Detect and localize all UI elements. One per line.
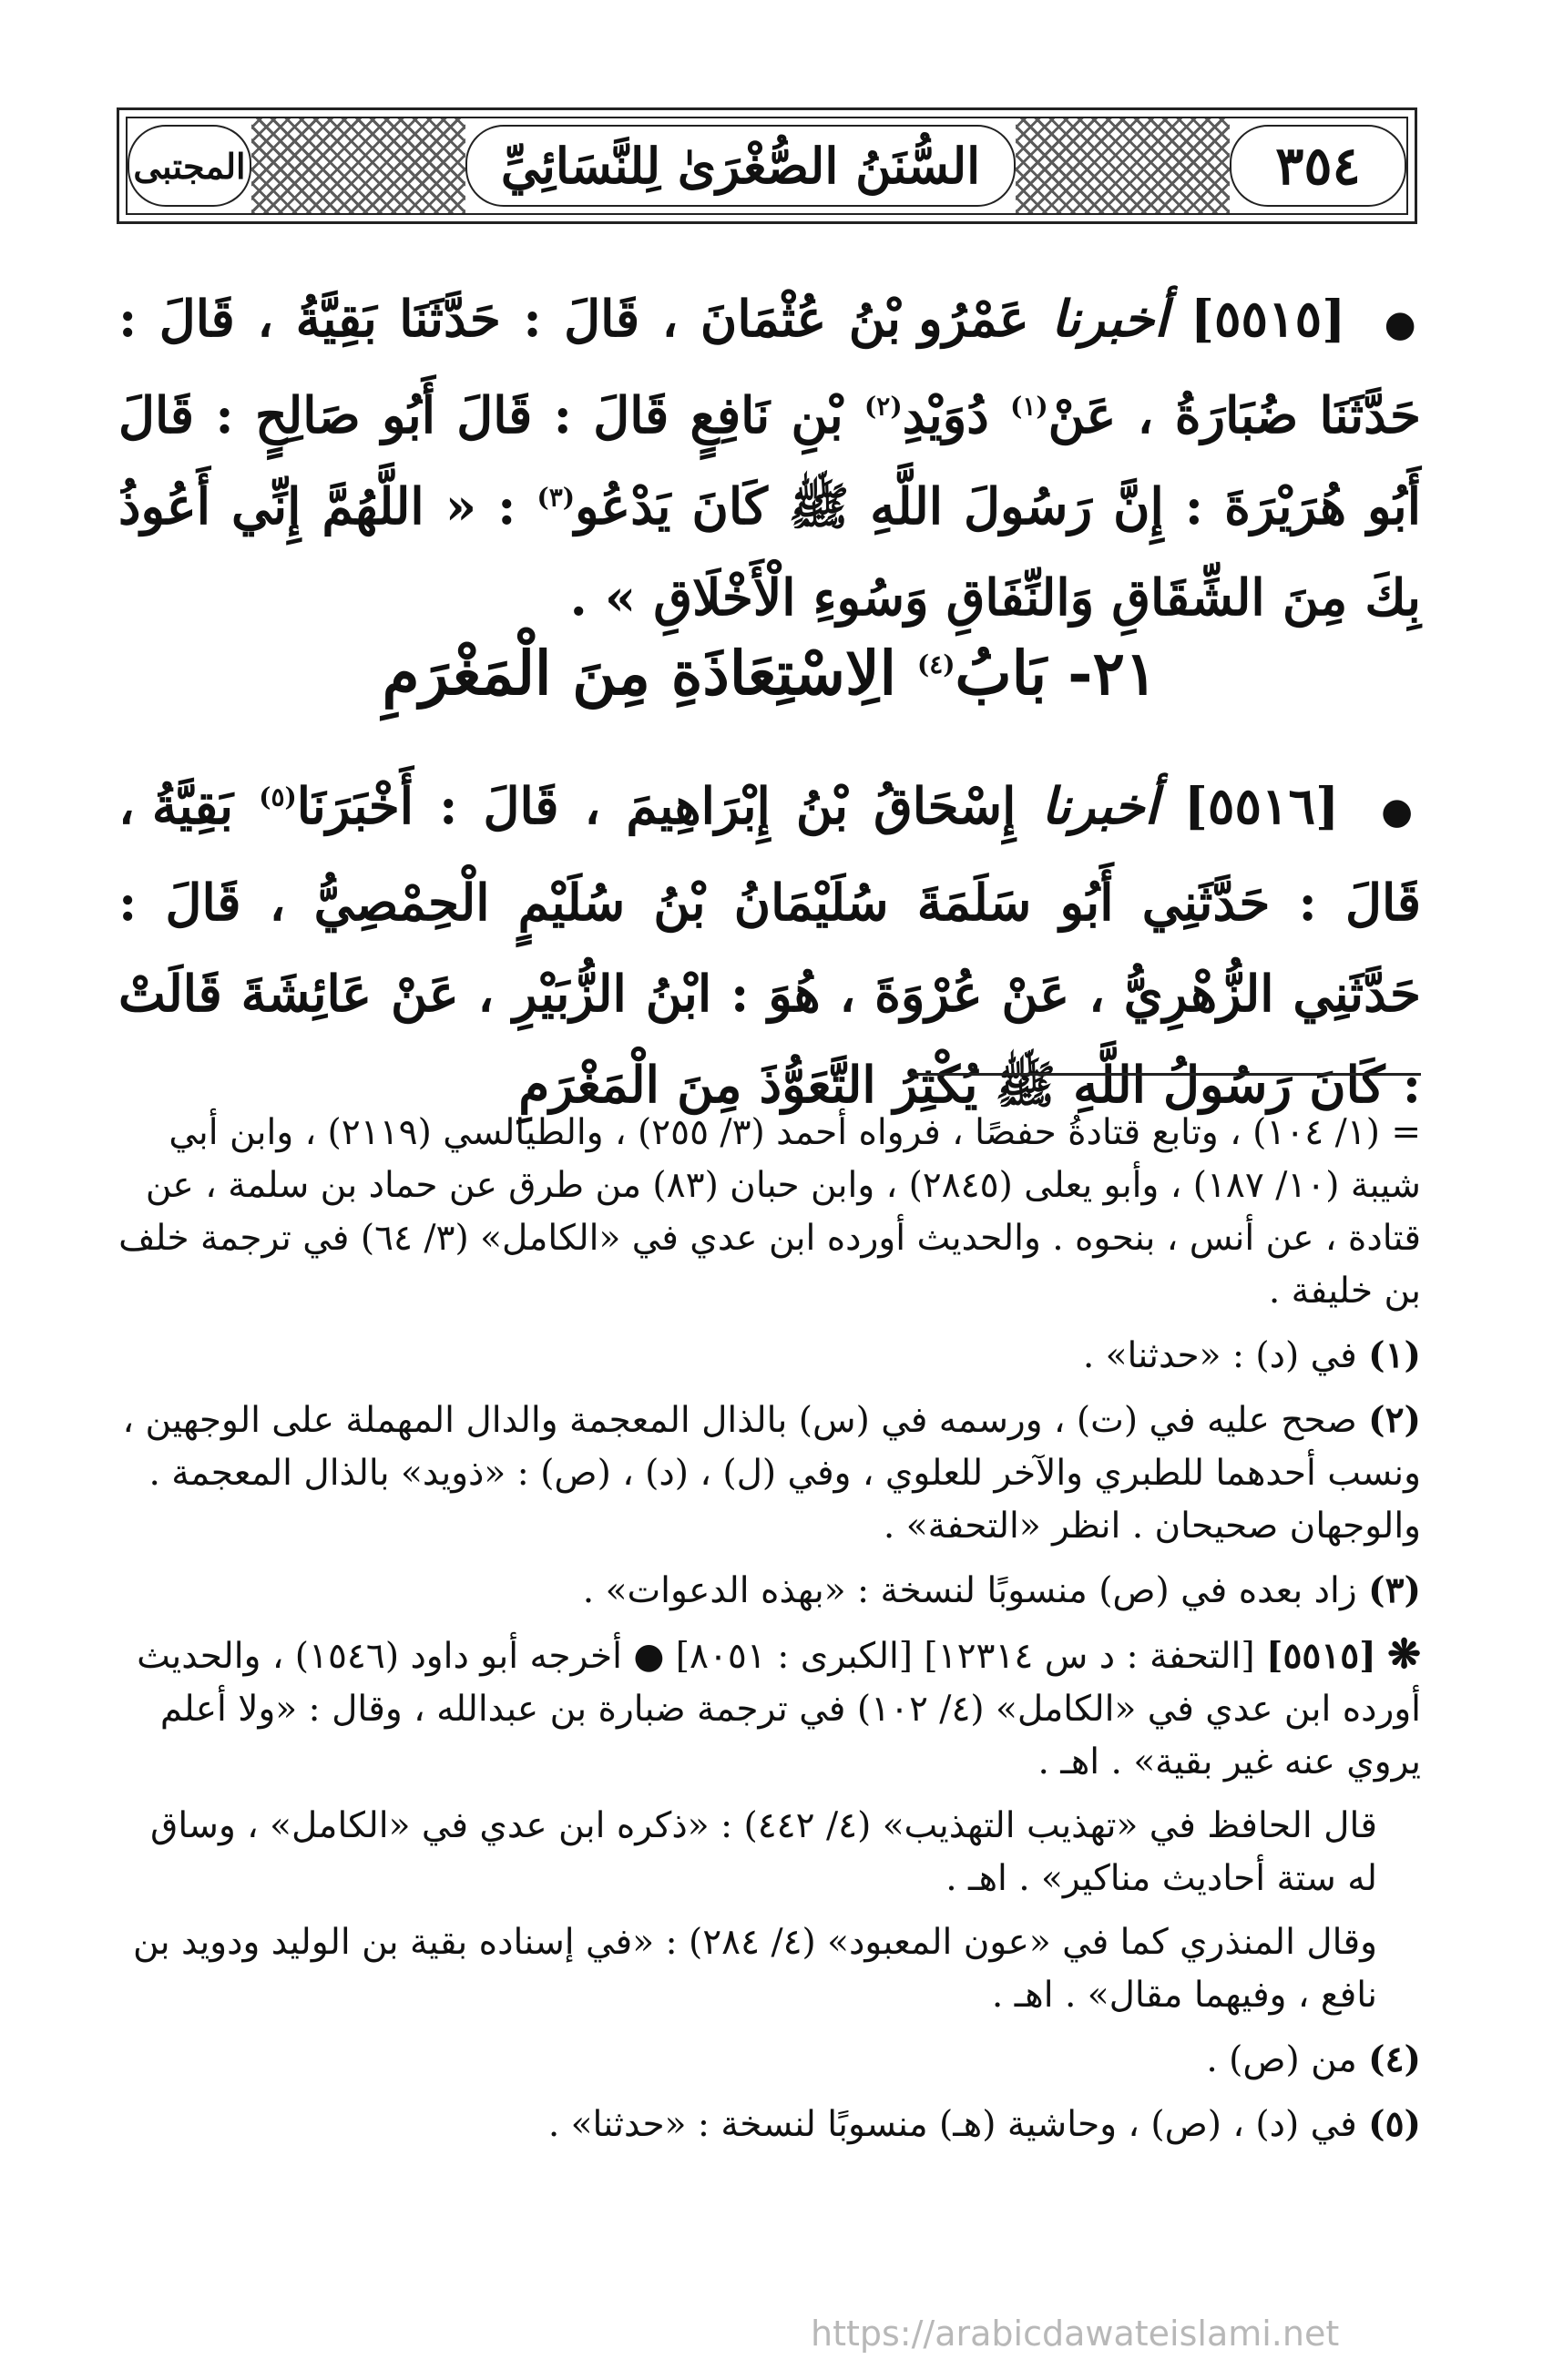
hadith-number: [٥٥١٥] (1190, 289, 1346, 348)
footnote-label: (٥) (1368, 2103, 1421, 2145)
footnote-text: صحح عليه في (ت) ، ورسمه في (س) بالذال المعجمة والدال المهملة على الوجهين ، ونسب أحدهما للطبري والآخر للعلوي ، وفي (ل) ، (د) ، (ص) : «ذويد» بالذال المعجمة . والوجهان صحيحان . انظر «التحفة» . (122, 1400, 1421, 1547)
footnotes (118, 1107, 1421, 2162)
takhrij-quote: وقال المنذري كما في «عون المعبود» (٤/ ٢٨٤) : «في إسناده بقية بن الوليد ودويد بن نافع ، وفيهما مقال» . اهـ . (133, 1922, 1377, 2016)
footnote-2 (118, 1394, 1421, 1553)
footnote-label: (١) (1368, 1334, 1421, 1376)
footnote-ref[interactable]: (١) (1010, 391, 1048, 422)
header-frame (126, 117, 1408, 215)
hadith-5515 (118, 273, 1421, 643)
bullet-icon: ● (1381, 790, 1422, 832)
ornament-pattern (251, 118, 465, 213)
hadith-text: دُوَيْدِ (902, 385, 989, 444)
bullet-icon: ● (1384, 302, 1421, 345)
akhbarana-keyword: أخبرنا (1041, 776, 1159, 835)
ornament-pattern (1016, 118, 1230, 213)
chapter-title: الِاسْتِعَاذَةِ مِنَ الْمَغْرَمِ (382, 638, 896, 709)
footnote-ref[interactable]: (٢) (864, 391, 903, 422)
akhbarana-keyword: أخبرنا (1051, 289, 1169, 348)
watermark: https://arabicdawateislami.net (811, 2314, 1340, 2354)
takhrij-ref: [٥٥١٥] (1266, 1635, 1376, 1677)
hadith-matn: : « اللَّهُمَّ إِنِّي أَعُوذُ بِكَ مِنَ الشِّقَاقِ وَالنِّفَاقِ وَسُوءِ الْأَخْلَاقِ » . (118, 476, 1421, 627)
footnote-ref[interactable]: (٥) (259, 781, 297, 812)
hadith-number: [٥٥١٦] (1183, 776, 1340, 835)
takhrij-quote: قال الحافظ في «تهذيب التهذيب» (٤/ ٤٤٢) : «ذكره ابن عدي في «الكامل» ، وساق له ستة أحاديث مناكير» . اهـ . (150, 1805, 1377, 1899)
series-logo: المجتبى (128, 125, 251, 207)
footnote-3 (118, 1564, 1421, 1618)
hadith-text: إِسْحَاقُ بْنُ إِبْرَاهِيمَ ، قَالَ : أَخْبَرَنَا (296, 776, 1017, 835)
footnote-text: (١/ ١٠٤) ، وتابع قتادةُ حفصًا ، فرواه أحمد (٣/ ٢٥٥) ، والطيالسي (٢١١٩) ، وابن أبي شيبة (١٠/ ١٨٧) ، وأبو يعلى (٢٨٤٥) ، وابن حبان (٨٣) من طرق عن حماد بن سلمة ، عن قتادة ، عن أنس ، بنحوه . والحديث أورده ابن عدي في «الكامل» (٣/ ٦٤) في ترجمة خلف بن خليفة . (118, 1112, 1421, 1312)
footnote-label: (٢) (1368, 1399, 1421, 1441)
footnote-label: (٤) (1368, 2038, 1421, 2080)
book-title: السُّنَنُ الصُّغْرَىٰ لِلنَّسَائِيِّ (465, 125, 1016, 207)
footnote-text: في (د) : «حدثنا» . (1082, 1335, 1357, 1376)
hadith-text: عَمْرُو بْنُ عُثْمَانَ ، قَالَ : حَدَّثَنَا بَقِيَّةُ ، قَالَ : حَدَّثَنَا ضُبَارَةُ ، عَنْ (118, 289, 1422, 444)
star-icon: ❋ (1387, 1631, 1421, 1678)
footnote-4 (118, 2033, 1421, 2087)
page-number: ٣٥٤ (1230, 125, 1406, 207)
hadith-text: بَقِيَّةُ ، قَالَ : حَدَّثَنِي أَبُو سَلَمَةَ سُلَيْمَانُ بْنُ سُلَيْمٍ الْحِمْصِيُّ ، قَالَ : حَدَّثَنِي الزُّهْرِيُّ ، عَنْ عُرْوَةَ ، هُوَ : ابْنُ الزُّبَيْرِ ، عَنْ عَائِشَةَ قَالَتْ : كَانَ رَسُولُ اللَّهِ ﷺ يُكْثِرُ التَّعَوُّذَ مِنَ الْمَغْرَمِ (118, 776, 1421, 1114)
footnote-text: من (ص) . (1206, 2039, 1357, 2080)
footnote-1 (118, 1329, 1421, 1383)
footnote-5 (118, 2098, 1421, 2151)
hadith-text: بْنِ نَافِعٍ قَالَ : قَالَ أَبُو صَالِحٍ : قَالَ أَبُو هُرَيْرَةَ : إِنَّ رَسُولَ اللَّهِ ﷺ كَانَ يَدْعُو (118, 385, 1421, 536)
footnote-ref[interactable]: (٤) (916, 649, 955, 679)
chapter-label: بَابُ (955, 638, 1047, 709)
page-header (117, 107, 1417, 224)
footnote-text: زاد بعده في (ص) منسوبًا لنسخة : «بهذه الدعوات» . (582, 1570, 1357, 1611)
footnote-continuation (118, 1107, 1421, 1318)
takhrij-5515 (118, 1629, 1421, 1789)
footnote-label: (٣) (1368, 1569, 1421, 1611)
chapter-number: ٢١- (1068, 638, 1158, 709)
continuation-marker: = (1391, 1112, 1421, 1153)
chapter-heading (118, 638, 1421, 709)
footnote-text: في (د) ، (ص) ، وحاشية (هـ) منسوبًا لنسخة : «حدثنا» . (547, 2104, 1357, 2145)
takhrij-text: [التحفة : د س ١٢٣١٤] [الكبرى : ٨٠٥١] ● أخرجه أبو داود (١٥٤٦) ، والحديث أورده ابن عدي في «الكامل» (٤/ ١٠٢) في ترجمة ضبارة بن عبدالله ، وقال : «ولا أعلم يروي عنه غير بقية» . اهـ . (137, 1636, 1421, 1782)
footnote-divider (911, 1073, 1421, 1076)
footnote-ref[interactable]: (٣) (536, 482, 576, 513)
